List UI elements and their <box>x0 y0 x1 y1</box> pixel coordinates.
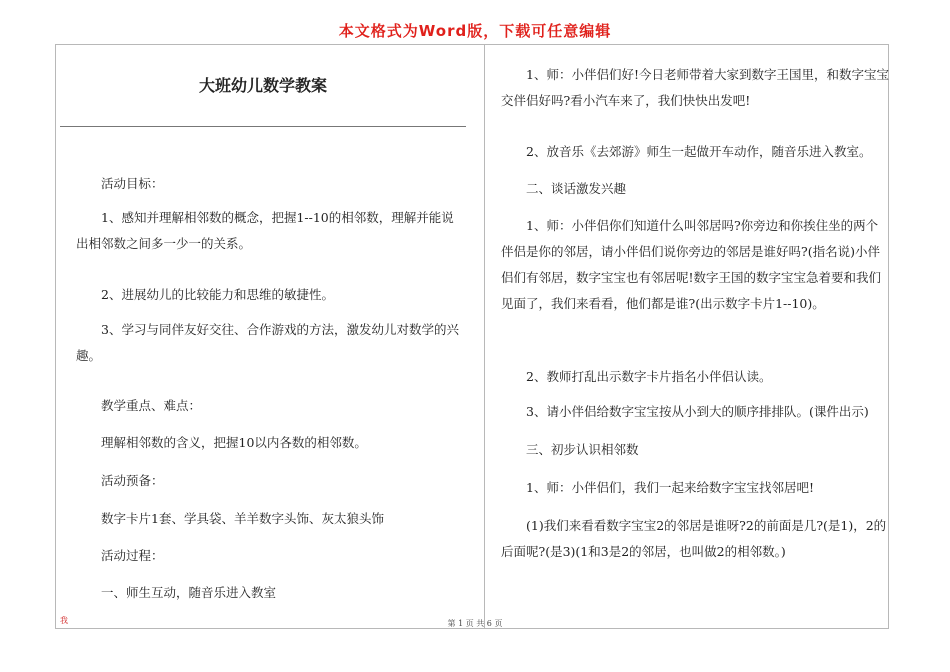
document-title: 大班幼儿数学教案 <box>198 76 327 95</box>
paragraph-objective-2: 2、进展幼儿的比较能力和思维的敏捷性。 <box>101 287 334 302</box>
frame-left-line <box>55 44 56 629</box>
format-banner: 本文格式为Word版，下载可任意编辑 <box>338 22 612 40</box>
title-rule <box>60 126 466 127</box>
paragraph-objective-3: 3、学习与同伴友好交往、合作游戏的方法，激发幼儿对数学的兴趣。 <box>76 322 459 363</box>
paragraph-objectives-heading: 活动目标： <box>101 176 164 191</box>
paragraph-objective-1: 1、感知并理解相邻数的概念，把握1--10的相邻数，理解并能说出相邻数之间多一少一的关系。 <box>76 210 454 251</box>
page-number: 第 1 页 共 6 页 <box>447 619 503 628</box>
paragraph-step-3-1: 1、师：小伴侣们，我们一起来给数字宝宝找邻居吧! <box>526 480 814 495</box>
paragraph-process-heading: 活动过程： <box>101 548 164 563</box>
footer-mark: 我 <box>60 616 68 625</box>
paragraph-preparation: 数字卡片1套、学具袋、羊羊数字头饰、灰太狼头饰 <box>101 511 384 526</box>
paragraph-step-2-2: 2、教师打乱出示数字卡片指名小伴侣认读。 <box>526 369 772 384</box>
paragraph-step-2-1: 1、师：小伴侣你们知道什么叫邻居吗?你旁边和你挨住坐的两个伴侣是你的邻居，请小伴侣们说你旁边的邻居是谁好吗?(指名说)小伴侣们有邻居，数字宝宝也有邻居呢!数字王国的数字宝宝急着要和我们见面了，我们来看看，他们都是谁?(出示数字卡片1--10)。 <box>501 218 882 311</box>
paragraph-key-points-heading: 教学重点、难点： <box>101 398 202 413</box>
paragraph-step-3-heading: 三、初步认识相邻数 <box>526 442 639 457</box>
paragraph-step-2-heading: 二、谈话激发兴趣 <box>526 181 627 196</box>
column-divider <box>484 44 485 629</box>
paragraph-key-points: 理解相邻数的含义，把握10以内各数的相邻数。 <box>101 435 367 450</box>
paragraph-preparation-heading: 活动预备： <box>101 473 164 488</box>
paragraph-step-1-heading: 一、师生互动，随音乐进入教室 <box>101 585 277 600</box>
frame-top-line <box>55 44 889 45</box>
paragraph-step-3-1-1: (1)我们来看看数字宝宝2的邻居是谁呀?2的前面是几?(是1)，2的后面呢?(是3)(1和3是2的邻居，也叫做2的相邻数。) <box>501 518 887 559</box>
paragraph-step-1-1: 1、师：小伴侣们好!今日老师带着大家到数字王国里，和数字宝宝交伴侣好吗?看小汽车来了，我们快快出发吧! <box>501 67 889 108</box>
paragraph-step-2-3: 3、请小伴侣给数字宝宝按从小到大的顺序排排队。(课件出示) <box>526 404 869 419</box>
paragraph-step-1-2: 2、放音乐《去郊游》师生一起做开车动作，随音乐进入教室。 <box>526 144 872 159</box>
